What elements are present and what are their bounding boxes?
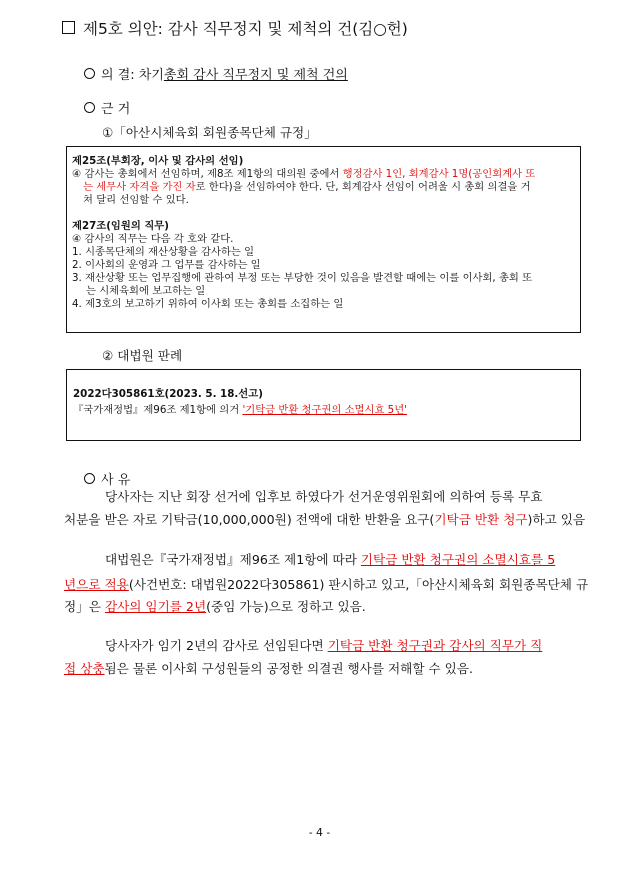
- case-title: 2022다305861호(2023. 5. 18.선고): [73, 388, 263, 400]
- circle-bullet-icon: [84, 102, 95, 113]
- reason-paragraph-1-line-1: 당사자는 지난 회장 선거에 입후보 하였다가 선거운영위원회에 의하여 등록 무효: [105, 489, 543, 504]
- article-27-item-1: 1. 시종목단체의 재산상황을 감사하는 일: [72, 246, 255, 258]
- basis-item-2: ② 대법원 판례: [102, 348, 183, 363]
- circle-bullet-icon: [84, 68, 95, 79]
- article-27-item-3-cont: 는 시체육회에 보고하는 일: [86, 285, 206, 297]
- reason-paragraph-2-line-3: 정」은 감사의 임기를 2년(중임 가능)으로 정하고 있음.: [64, 599, 366, 614]
- regulation-excerpt-box: [66, 146, 581, 333]
- page-number: - 4 -: [308, 826, 331, 839]
- reason-paragraph-2-line-2: 년으로 적용(사건번호: 대법원2022다305861) 판시하고 있고,「아산시체육회 회원종목단체 규: [64, 577, 589, 592]
- article-27-item-3: 3. 재산상황 또는 업무집행에 관하여 부정 또는 부당한 것이 있음을 발견할 때에는 이를 이사회, 총회 또: [72, 272, 533, 284]
- resolution-text: 총회 감사 직무정지 및 제척 건의: [163, 68, 348, 83]
- reason-label: 사 유: [101, 473, 131, 488]
- precedent-box: [66, 369, 581, 441]
- reason-paragraph-3-line-1: 당사자가 임기 2년의 감사로 선임된다면 기탁금 반환 청구권과 감사의 직무가 직: [105, 638, 543, 653]
- reason-paragraph-1-line-2: 처분을 받은 자로 기탁금(10,000,000원) 전액에 대한 반환을 요구(기탁금 반환 청구)하고 있음: [64, 512, 586, 527]
- resolution-prefix: 차기: [138, 68, 164, 83]
- article-25-line-2: 는 세무사 자격을 가진 자로 한다)을 선임하여야 한다. 단, 회계감사 선임이 어려울 시 총회 의결을 거: [83, 181, 531, 193]
- checkbox-square-icon: [62, 21, 75, 34]
- article-27-line-1: ④ 감사의 직무는 다음 각 호와 같다.: [72, 233, 234, 245]
- resolution-label: 의 결:: [101, 68, 135, 83]
- reason-paragraph-3-line-2: 접 상충됨은 물론 이사회 구성원들의 공정한 의결권 행사를 저해할 수 있음.: [64, 661, 474, 676]
- article-27-title: 제27조(임원의 직무): [72, 220, 169, 232]
- article-27-item-4: 4. 제3호의 보고하기 위하여 이사회 또는 총회를 소집하는 일: [72, 298, 344, 310]
- reason-heading: [84, 469, 130, 488]
- circle-bullet-icon: [84, 473, 95, 484]
- agenda-title-text: 제5호 의안: 감사 직무정지 및 제척의 건(김○헌): [83, 20, 408, 38]
- resolution-line: [84, 64, 348, 83]
- basis-label: 근 거: [101, 102, 131, 117]
- basis-heading: [84, 98, 130, 117]
- agenda-title: [62, 17, 408, 39]
- article-25-title: 제25조(부회장, 이사 및 감사의 선임): [72, 155, 244, 167]
- reason-paragraph-2-line-1: 대법원은『국가재정법』제96조 제1항에 따라 기탁금 반환 청구권의 소멸시효를 5: [105, 552, 556, 567]
- basis-item-1: ①「아산시체육회 회원종목단체 규정」: [102, 125, 317, 140]
- case-summary: 『국가재정법』제96조 제1항에 의거 '기탁금 반환 청구권의 소멸시효 5년': [73, 404, 407, 416]
- article-25-line-1: ④ 감사는 총회에서 선임하며, 제8조 제1항의 대의원 중에서 행정감사 1인, 회계감사 1명(공인회계사 또: [72, 168, 536, 180]
- article-27-item-2: 2. 이사회의 운영과 그 업무를 감사하는 일: [72, 259, 261, 271]
- article-25-line-3: 쳐 달리 선임할 수 있다.: [83, 194, 189, 206]
